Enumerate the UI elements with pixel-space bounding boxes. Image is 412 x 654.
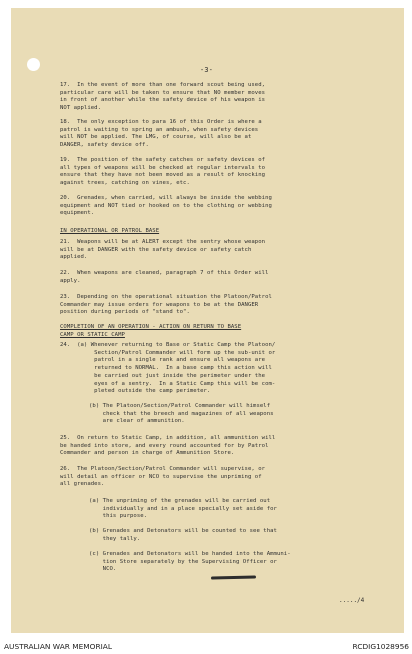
text-line: they tally. bbox=[89, 535, 141, 542]
text-line: Commander and person in charge of Ammunition Store. bbox=[60, 450, 235, 457]
text-line: 21. Weapons will be at ALERT except the sentry whose weapon bbox=[60, 239, 266, 245]
para-26c bbox=[89, 551, 291, 574]
para-26a bbox=[89, 498, 277, 521]
para-25 bbox=[60, 435, 275, 458]
text-line: 20. Grenades, when carried, will always be inside the webbing bbox=[60, 195, 272, 201]
text-line: will NOT be applied. The LMG, of course, will also be at bbox=[60, 134, 252, 141]
text-line: 22. When weapons are cleaned, paragraph 7 of this Order will bbox=[60, 270, 269, 276]
text-line: 24. (a) Whenever returning to Base or Static Camp the Platoon/ bbox=[60, 342, 276, 348]
text-line: 23. Depending on the operational situation the Platoon/Patrol bbox=[60, 294, 272, 300]
text-line: this purpose. bbox=[89, 513, 148, 520]
text-line: 19. The position of the safety catches or safety devices of bbox=[60, 157, 266, 163]
text-line: returned to NORMAL. In a base camp this action will bbox=[60, 365, 272, 372]
text-line: 18. The only exception to para 16 of this Order is where a bbox=[60, 119, 262, 125]
heading-line: CAMP OR STATIC CAMP bbox=[60, 331, 125, 338]
text-line: 25. On return to Static Camp, in addition, all ammunition will bbox=[60, 435, 276, 441]
text-line: Section/Patrol Commander will form up the sub-unit or bbox=[60, 349, 276, 356]
para-23 bbox=[60, 294, 272, 317]
text-line: are clear of ammunition. bbox=[89, 418, 185, 425]
text-line: DANGER, safety device off. bbox=[60, 142, 149, 149]
text-line: particular care will be taken to ensure that NO member moves bbox=[60, 89, 266, 96]
text-line: tion Store separately by the Supervising Officer or bbox=[89, 558, 277, 565]
heading-line: COMPLETION OF AN OPERATION - ACTION ON RETURN TO BASE bbox=[60, 324, 242, 330]
text-line: equipment. bbox=[60, 210, 95, 217]
text-line: position during periods of "stand to". bbox=[60, 309, 190, 316]
section-heading-completion bbox=[60, 324, 241, 339]
text-line: pleted outside the camp perimeter. bbox=[60, 388, 211, 395]
text-line: will be at DANGER with the safety device or safety catch bbox=[60, 246, 252, 253]
para-18 bbox=[60, 119, 262, 150]
text-line: against trees, catching on vines, etc. bbox=[60, 180, 190, 187]
text-line: eyes of a sentry. In a Static Camp this will be com- bbox=[60, 380, 276, 387]
text-line: will detail an officer or NCO to supervise the unpriming of bbox=[60, 473, 262, 480]
text-line: apply. bbox=[60, 277, 81, 284]
text-line: applied. bbox=[60, 254, 88, 261]
footer-source: AUSTRALIAN WAR MEMORIAL bbox=[4, 642, 112, 651]
continuation-marker: ...../4 bbox=[339, 597, 365, 604]
text-line: NCO. bbox=[89, 566, 117, 573]
text-line: ensure that they have not been moved as a result of knocking bbox=[60, 172, 266, 179]
text-line: individually and in a place specially set aside for bbox=[89, 505, 277, 512]
para-20 bbox=[60, 195, 272, 218]
text-line: patrol is waiting to spring an ambush, when safety devices bbox=[60, 126, 259, 133]
text-line: patrol in a single rank and ensure all weapons are bbox=[60, 357, 266, 364]
text-line: (c) Grenades and Detonators will be handed into the Ammuni- bbox=[89, 551, 291, 557]
text-line: be handed into store, and every round accounted for by Patrol bbox=[60, 442, 269, 449]
para-19 bbox=[60, 157, 265, 188]
para-24b bbox=[89, 403, 274, 426]
text-line: NOT applied. bbox=[60, 105, 102, 112]
text-line: all grenades. bbox=[60, 481, 105, 488]
para-22 bbox=[60, 270, 268, 285]
footer-id: RCDIG1028956 bbox=[352, 642, 409, 651]
archive-footer bbox=[0, 640, 412, 654]
text-line: (b) Grenades and Detonators will be counted to see that bbox=[89, 528, 277, 534]
text-line: be carried out just inside the perimeter under the bbox=[60, 372, 266, 379]
text-line: equipment and NOT tied or hooked on to the clothing or webbing bbox=[60, 202, 272, 209]
punch-hole bbox=[27, 58, 40, 71]
text-line: all types of weapons will be checked at regular intervals to bbox=[60, 164, 266, 171]
page-number: -3- bbox=[200, 66, 214, 74]
text-line: in front of another while the safety device of his weapon is bbox=[60, 97, 266, 104]
text-line: Commander may issue orders for weapons to be at the DANGER bbox=[60, 301, 259, 308]
para-26 bbox=[60, 466, 265, 489]
text-line: 17. In the event of more than one forward scout being used, bbox=[60, 82, 266, 88]
text-line: (b) The Platoon/Section/Patrol Commander will himself bbox=[89, 403, 271, 409]
section-heading-patrol-base: IN OPERATIONAL OR PATROL BASE bbox=[60, 228, 160, 234]
text-line: check that the breech and magazines of all weapons bbox=[89, 410, 274, 417]
para-26b bbox=[89, 528, 277, 543]
text-line: 26. The Platoon/Section/Patrol Commander will supervise, or bbox=[60, 466, 266, 472]
text-line: (a) The unpriming of the grenades will be carried out bbox=[89, 498, 271, 504]
para-17 bbox=[60, 82, 265, 113]
para-21 bbox=[60, 239, 265, 262]
para-24a bbox=[60, 342, 275, 396]
